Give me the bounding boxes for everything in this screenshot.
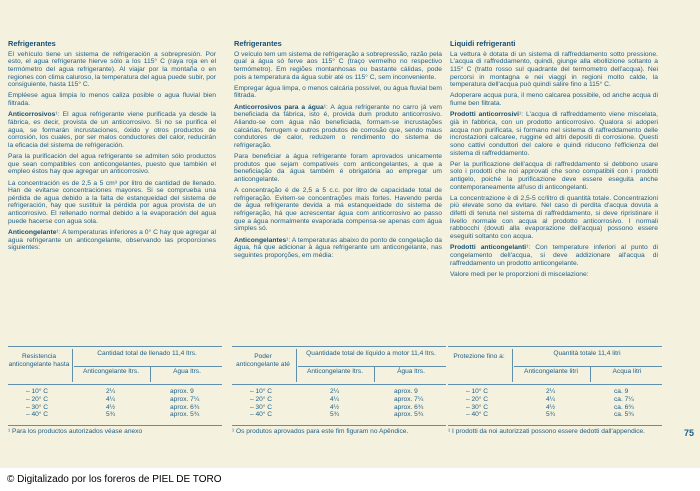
- col-header-group: Quantità totale 11,4 litri: [553, 350, 621, 357]
- section-title: Refrigerantes: [8, 39, 56, 48]
- cell-antifreeze: 4¼: [106, 395, 116, 403]
- cell-antifreeze: 5¾: [546, 411, 556, 419]
- table-row: [232, 396, 446, 404]
- table-row: [448, 396, 662, 404]
- cell-temp: – 30° C: [466, 403, 489, 411]
- cell-temp: – 10° C: [466, 388, 489, 395]
- col-header-protection: Poder anticongelante até: [236, 353, 290, 368]
- cell-antifreeze: 4¼: [330, 395, 340, 403]
- table-footnote: ¹ Para los productos autorizados véase anexo: [8, 425, 222, 436]
- cell-temp: – 20° C: [250, 395, 273, 403]
- section-title: Refrigerantes: [234, 39, 282, 48]
- scan-credit: © Digitalizado por los foreros de PIEL DE TORO: [7, 474, 222, 485]
- paragraph-text: ¹: A temperaturas inferiores a 0° C hay que agregar al agua refrigerante un anticongelante, observando las proporciones siguientes:: [8, 228, 216, 252]
- paragraph-heading: Anticorrosivos para a água: [234, 103, 324, 111]
- paragraph: El vehículo tiene un sistema de refrigeración a sobrepresión. Por esto, el agua refrigerante hierve sólo a los 115° C (raya roja en el termómetro del agua refrigerante). Al viajar por la montaña o en regiones con clima caluroso, la temperatura del agua puede subir, por consiguiente, hasta 115° C.: [8, 50, 216, 89]
- cell-temp: – 40° C: [250, 411, 273, 419]
- paragraph-text: ¹: A temperaturas abaixo do ponto de congelação da água, há que adicionar à água refrigerante um anticongelante, nas seguintes proporções, em média:: [234, 236, 442, 259]
- cell-water: aprox. 6¾: [170, 403, 200, 411]
- paragraph: A concentração é de 2,5 a 5 c.c. por litro de capacidade total de refrigeração. Evitem-se concentrações mais fortes. Havendo perda de água refrigerante devida a má estanqueidade do sistema de refrigeração, há que acrescentar água com anticorrosivo ao passo que a água normalmente evaporada compensa-se apenas com água simples só.: [234, 187, 442, 233]
- paragraph: Adoperare acqua pura, il meno calcarea possibile, od anche acqua di fiume ben filtrata.: [450, 92, 658, 108]
- paragraph-heading: Prodotti anticorrosivi: [450, 111, 519, 119]
- table-row: [448, 388, 662, 396]
- paragraph: La concentración es de 2,5 a 5 cm³ por litro de cantidad de llenado. Han de evitarse concentraciones mayores. Si se comprueba una pérdida de agua debido a la falta de estanqueidad del sistema de refrigeración, hay que sustituir la pérdida por agua provista de un anticorrosivo. El rellenado normal debido a la evaporación del agua puede hacerse con agua sola.: [8, 179, 216, 225]
- cell-temp: – 30° C: [250, 403, 273, 411]
- table-row: [8, 388, 222, 396]
- cell-water: ca. 5¾: [614, 411, 634, 419]
- col-header-group: Quantidade total de líquido a motor 11,4 ltrs.: [306, 350, 436, 357]
- cell-water: aprox. 7¼: [394, 395, 424, 403]
- table-row: [8, 411, 222, 419]
- cell-antifreeze: 5¾: [106, 411, 116, 419]
- cell-water: aprox. 9: [394, 388, 418, 395]
- paragraph: [234, 104, 442, 150]
- paragraph: [8, 111, 216, 149]
- cell-antifreeze: 4½: [330, 403, 340, 411]
- cell-water: ca. 6¾: [614, 403, 634, 411]
- column-italian: [450, 40, 658, 282]
- col-header-antifreeze: Anticongelante ltrs.: [306, 368, 364, 375]
- paragraph-text: ¹: A água refrigerante no carro já vem beneficiada da fábrica, isto é, provida dum produto anticorrosivo. Aliando-se com água não beneficiada, formam-se incrustações calcárias, ferrugem e outros produtos de corrosão que, sendo maus condutores de calor, reduzem o rendimento do sistema de refrigeração.: [234, 103, 442, 149]
- cell-water: aprox. 7¼: [170, 395, 200, 403]
- paragraph-heading: Anticongelantes: [234, 236, 287, 244]
- cell-water: ca. 7¼: [614, 395, 634, 403]
- paragraph-text: ¹: L'acqua di raffreddamento viene miscelata, già in fabbrica, con un prodotto anticorrosivo. Qualora si adoperi acqua non purificata, si formano nel sistema di raffreddamento delle incrostazioni calcaree, ruggine ed altri depositi di corrosione. Questi sono cattivi conduttori del calore e quindi riducono l'efficienza del sistema di raffreddamento.: [450, 111, 658, 157]
- paragraph-heading: Prodotti anticongelanti: [450, 244, 527, 252]
- table-row: [8, 396, 222, 404]
- mixture-table-portuguese: [232, 346, 446, 436]
- paragraph: [450, 111, 658, 157]
- cell-antifreeze: 5¾: [330, 411, 340, 419]
- page-number: 75: [684, 428, 695, 438]
- paragraph: Para beneficiar a água refrigerante foram aprovados unicamente produtos que sejam compatíveis com anticongelantes, a que a beneficiação da água também é obrigatória ao empregar um anticongelante.: [234, 153, 442, 183]
- paragraph: Para la purificación del agua refrigerante se admiten sólo productos que sean compatibles con anticongelantes, puesto que también el empleo éstos hay que agregar un anticorrosivo.: [8, 153, 216, 176]
- cell-water: aprox. 5¾: [394, 411, 424, 419]
- cell-temp: – 10° C: [250, 388, 273, 395]
- paragraph: Empregar água limpa, o menos calcária possível, ou água fluvial bem filtrada.: [234, 84, 442, 100]
- cell-temp: – 20° C: [466, 395, 489, 403]
- cell-water: aprox. 5¾: [170, 411, 200, 419]
- paragraph: Empléese agua limpia lo menos caliza posible o agua fluvial bien filtrada.: [8, 92, 216, 108]
- col-header-protection: Resistencia anticongelante hasta: [8, 353, 70, 368]
- paragraph: [450, 244, 658, 267]
- paragraph-text: ¹: Con temperature inferiori al punto di congelamento dell'acqua, si deve addizionare all'acqua di raffreddamento un prodotto anticongelante.: [450, 244, 658, 267]
- cell-antifreeze: 4¼: [546, 395, 556, 403]
- paragraph: O veículo tem um sistema de refrigeração a sobrepressão, razão pela qual a água só ferve aos 115° C (traço vermelho no respectivo termómetro). Em regiões montanhosas ou bastante cálidas, pode pois a temperatura da água subir até os 115° C, sem inconveniente.: [234, 50, 442, 81]
- cell-temp: – 10° C: [26, 388, 49, 395]
- table-row: [232, 388, 446, 396]
- cell-antifreeze: 2¼: [330, 388, 340, 395]
- paragraph-text: ¹: El agua refrigerante viene purificada ya desde la fábrica, es decir, provista de un anticorrosivo. Si no se purifica el agua, se formarán incrustaciones, óxido y otros productos de corrosión, los cuales, por ser malos conductores del calor, reducirán la eficacia del sistema de refrigeración.: [8, 111, 216, 149]
- cell-temp: – 40° C: [26, 411, 49, 419]
- col-header-water: Acqua litri: [612, 368, 642, 375]
- cell-water: ca. 9: [614, 388, 629, 395]
- paragraph: [234, 237, 442, 260]
- col-header-antifreeze: Anticongelante ltrs.: [82, 368, 140, 375]
- column-spanish: [8, 40, 216, 255]
- paragraph: La concentrazione è di 2,5-5 cc/litro di quantità totale. Concentrazioni più elevate sono da evitare. Nel caso di perdita d'acqua dovuta a difetti di tenuta nel sistema di raffreddamento, si deve ripristinare il livello normale con acqua al prodotto anticorrosivo. I normali rabbocchi (dovuti alla evaporazione dell'acqua) possono essere eseguiti soltanto con acqua.: [450, 194, 658, 241]
- table-footnote: ¹ I prodotti da noi autorizzati possono essere dedotti dall'appendice.: [448, 425, 662, 436]
- cell-temp: – 30° C: [26, 403, 49, 411]
- cell-water: aprox. 6¾: [394, 403, 424, 411]
- col-header-water: Água ltrs.: [397, 368, 425, 375]
- table-footnote: ¹ Os produtos aprovados para este fim figuram no Apêndice.: [232, 425, 446, 436]
- column-portuguese: [234, 40, 442, 263]
- paragraph: [8, 229, 216, 252]
- paragraph: La vettura è dotata di un sistema di raffreddamento sotto pressione. L'acqua di raffreddamento, quindi, giunge alla ebollizione soltanto a 115° C (tratto rosso sul quadrante del termometro dell'acqua). Nei percorsi in montagna e nei viaggi in regioni molto calde, la temperatura dell'acqua può quindi salire fino a 115° C.: [450, 50, 658, 89]
- paragraph: Valore medi per le proporzioni di miscelazione:: [450, 270, 589, 278]
- col-header-group: Cantidad total de llenado 11,4 ltrs.: [97, 350, 197, 357]
- cell-antifreeze: 2¼: [106, 388, 116, 395]
- paragraph-heading: Anticorrosivos: [8, 111, 56, 119]
- mixture-table-spanish: [8, 346, 222, 436]
- cell-antifreeze: 4½: [106, 403, 116, 411]
- col-header-water: Agua ltrs.: [173, 368, 201, 375]
- cell-antifreeze: 4½: [546, 403, 556, 411]
- cell-temp: – 20° C: [26, 395, 49, 403]
- col-header-antifreeze: Anticongelante litri: [524, 368, 578, 375]
- cell-antifreeze: 2¼: [546, 388, 556, 395]
- paragraph-heading: Anticongelante: [8, 228, 57, 236]
- table-row: [232, 411, 446, 419]
- col-header-protection: Protezione fino a:: [453, 353, 505, 360]
- table-row: [448, 411, 662, 419]
- section-title: Liquidi refrigeranti: [450, 39, 516, 48]
- cell-temp: – 40° C: [466, 411, 489, 419]
- paragraph: Per la purificazione dell'acqua di raffreddamento si debbono usare solo i prodotti che noi approvati che sono compatibili con i prodotti antigelo, poiché la purificazione deve essere eseguita anche contemporaneamente all'uso di anticongelanti.: [450, 160, 658, 191]
- mixture-table-italian: [448, 346, 662, 436]
- cell-water: aprox. 9: [170, 388, 194, 395]
